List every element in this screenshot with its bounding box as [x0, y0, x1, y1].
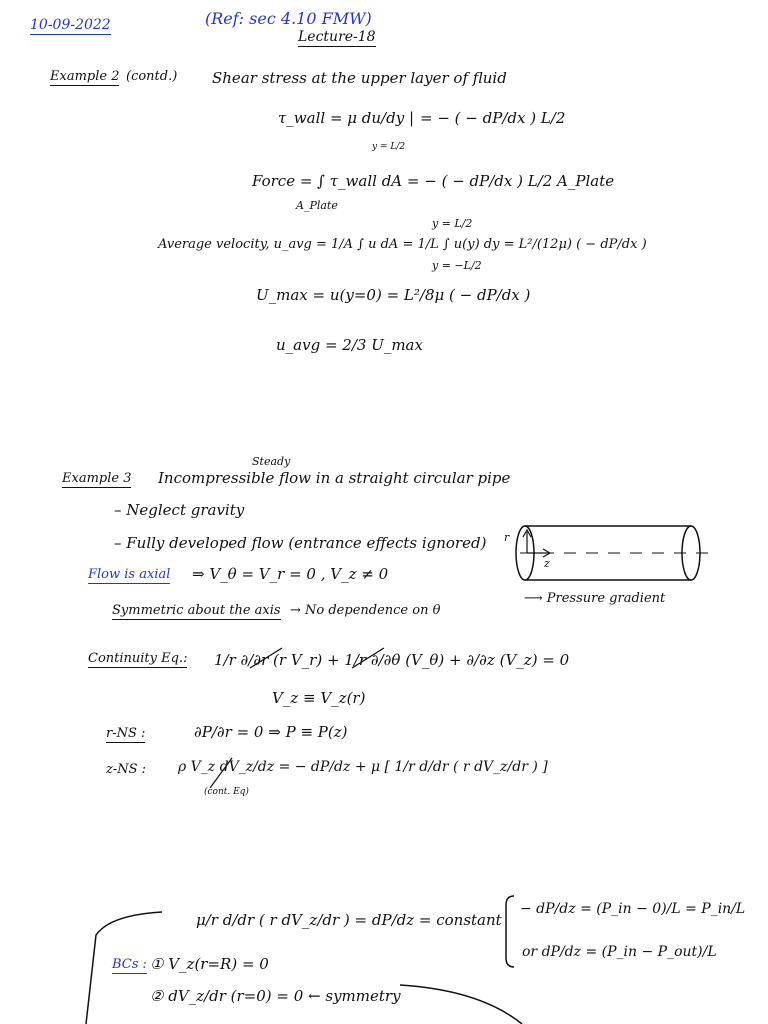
force-equation: Force = ∫ τ_wall dA = − ( − dP/dx ) L/2 A_Plate [252, 172, 615, 190]
r-ns-label: r-NS : [106, 727, 145, 743]
uavg-umax-equation: u_avg = 2/3 U_max [276, 336, 423, 354]
avg-upper-limit: y = L/2 [432, 217, 473, 230]
continuity-label: Continuity Eq.: [88, 652, 187, 668]
r-ns-equation: ∂P/∂r = 0 ⇒ P ≡ P(z) [194, 723, 348, 741]
pipe-r-label: r [504, 531, 510, 544]
symmetric-equation: → No dependence on θ [290, 603, 441, 618]
lecture-title: Lecture-18 [298, 30, 376, 47]
umax-equation: U_max = u(y=0) = L²/8μ ( − dP/dx ) [256, 286, 531, 304]
bc-two: ② dV_z/dr (r=0) = 0 ← symmetry [150, 987, 401, 1005]
item-fully-developed: – Fully developed flow (entrance effects ignored) [114, 534, 487, 552]
pressure-relation-1: − dP/dz = (P_in − 0)/L = P_in/L [520, 901, 746, 917]
z-ns-label: z-NS : [106, 762, 147, 777]
item-neglect-gravity: – Neglect gravity [114, 501, 245, 519]
bcs-label: BCs : [112, 958, 147, 974]
tau-wall-result: = − ( − dP/dx ) L/2 [420, 109, 566, 127]
continuity-equation: 1/r ∂/∂r (r V_r) + 1/r ∂/∂θ (V_θ) + ∂/∂z (V_z) = 0 [214, 651, 570, 669]
tau-wall-eval-point: y = L/2 [372, 142, 406, 152]
flow-axial-equation: ⇒ V_θ = V_r = 0 , V_z ≠ 0 [192, 565, 389, 583]
symmetric-label: Symmetric about the axis [112, 604, 281, 620]
example3-label: Example 3 [62, 472, 131, 488]
avg-lower-limit: y = −L/2 [432, 259, 482, 272]
bc-one: ① V_z(r=R) = 0 [150, 955, 269, 973]
final-ode: μ/r d/dr ( r dV_z/dr ) = dP/dz = constant [196, 911, 502, 929]
flow-axial-label: Flow is axial [88, 568, 170, 584]
example2-contd: (contd.) [126, 69, 178, 84]
steady-insertion-note: Steady [252, 455, 291, 468]
pipe-z-label: z [544, 557, 550, 570]
example3-heading: Incompressible flow in a straight circular pipe [158, 469, 511, 487]
pressure-relation-2: or dP/dz = (P_in − P_out)/L [522, 944, 717, 960]
average-velocity-equation: Average velocity, u_avg = 1/A ∫ u dA = 1/L ∫ u(y) dy = L²/(12μ) ( − dP/dx ) [158, 237, 647, 252]
pressure-gradient-label: ⟶ Pressure gradient [524, 591, 666, 606]
reference-text: (Ref: sec 4.10 FMW) [205, 9, 372, 28]
example2-label: Example 2 [50, 70, 119, 86]
example2-heading: Shear stress at the upper layer of fluid [212, 69, 507, 87]
cont-eq-note: (cont. Eq) [204, 787, 249, 797]
vz-function: V_z ≡ V_z(r) [272, 689, 366, 707]
z-ns-equation: ρ V_z dV_z/dz = − dP/dz + μ [ 1/r d/dr ( r dV_z/dr ) ] [178, 759, 548, 775]
tau-wall-equation: τ_wall = μ du/dy | [278, 109, 415, 127]
force-area-subscript: A_Plate [296, 199, 338, 212]
date-text: 10-09-2022 [30, 18, 111, 35]
